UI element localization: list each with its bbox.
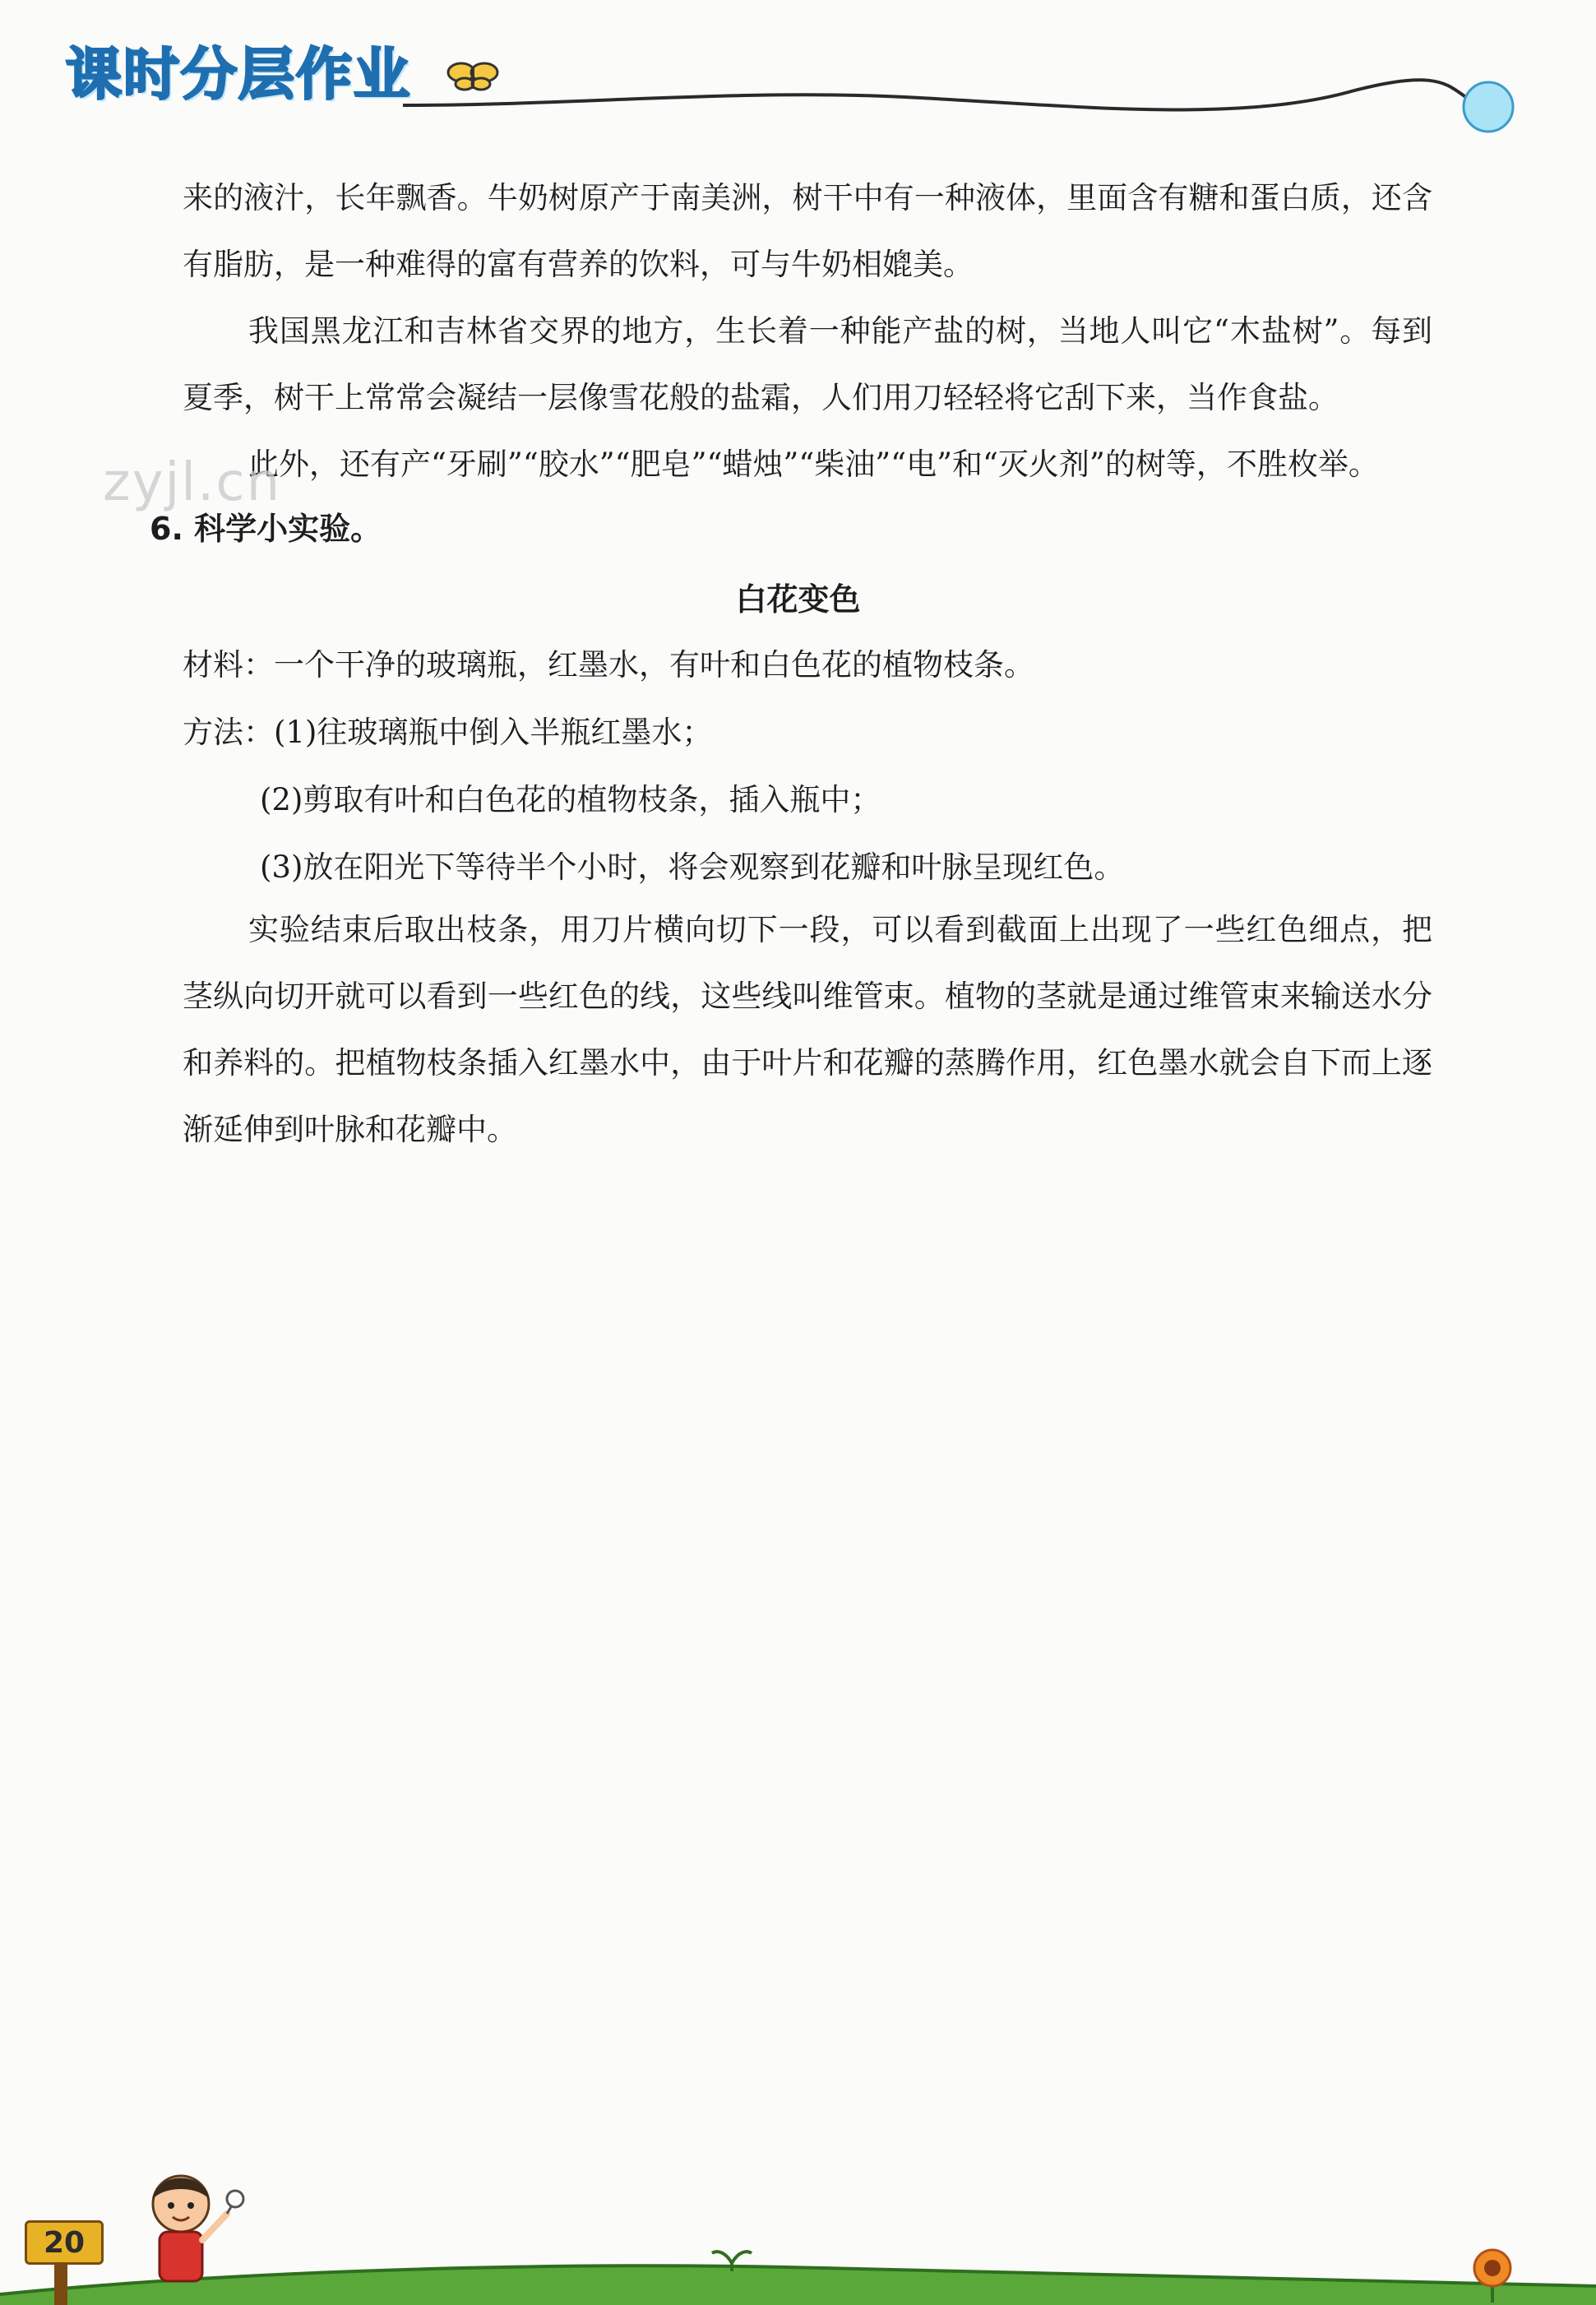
blue-circle-icon — [1464, 82, 1513, 132]
paragraph-milk-tree: 来的液汁，长年飘香。牛奶树原产于南美洲，树干中有一种液体，里面含有糖和蛋白质，还含有脂肪，是一种难得的富有营养的饮料，可与牛奶相媲美。 — [183, 180, 1432, 282]
question-heading: 6. 科学小实验。 — [150, 511, 382, 547]
footer-ground-decoration — [0, 2171, 1596, 2305]
paragraph-salt-tree: 我国黑龙江和吉林省交界的地方，生长着一种能产盐的树，当地人叫它“木盐树”。每到夏季，树干上常常会凝结一层像雪花般的盐霜，人们用刀轻轻将它刮下来，当作食盐。 — [183, 313, 1432, 415]
page-number: 20 — [25, 2220, 104, 2265]
experiment-method-step-2: (2)剪取有叶和白色花的植物枝条，插入瓶中； — [260, 782, 881, 817]
sign-post — [54, 2263, 67, 2305]
paragraph-other-trees: 此外，还有产“牙刷”“胶水”“肥皂”“蜡烛”“柴油”“电”和“灭火剂”的树等，不胜枚举。 — [248, 447, 1379, 482]
experiment-title: 白花变色 — [735, 581, 861, 618]
experiment-materials: 材料：一个干净的玻璃瓶，红墨水，有叶和白色花的植物枝条。 — [183, 647, 1034, 683]
watermark: zyjl.cn — [103, 452, 282, 513]
experiment-conclusion: 实验结束后取出枝条，用刀片横向切下一段，可以看到截面上出现了一些红色细点，把茎纵向切开就可以看到一些红色的线，这些线叫维管束。植物的茎就是通过维管束来输送水分和养料的。把植物枝条插入红墨水中，由于叶片和花瓣的蒸腾作用，红色墨水就会自下而上逐渐延伸到叶脉和花瓣中。 — [183, 912, 1432, 1147]
experiment-method-step-3: (3)放在阳光下等待半个小时，将会观察到花瓣和叶脉呈现红色。 — [260, 849, 1125, 885]
butterfly-icon — [448, 63, 497, 90]
experiment-method-step-1: 方法：(1)往玻璃瓶中倒入半瓶红墨水； — [183, 715, 713, 750]
boy-figure-icon — [153, 2176, 243, 2281]
header-title: 课时分层作业 — [66, 43, 412, 108]
